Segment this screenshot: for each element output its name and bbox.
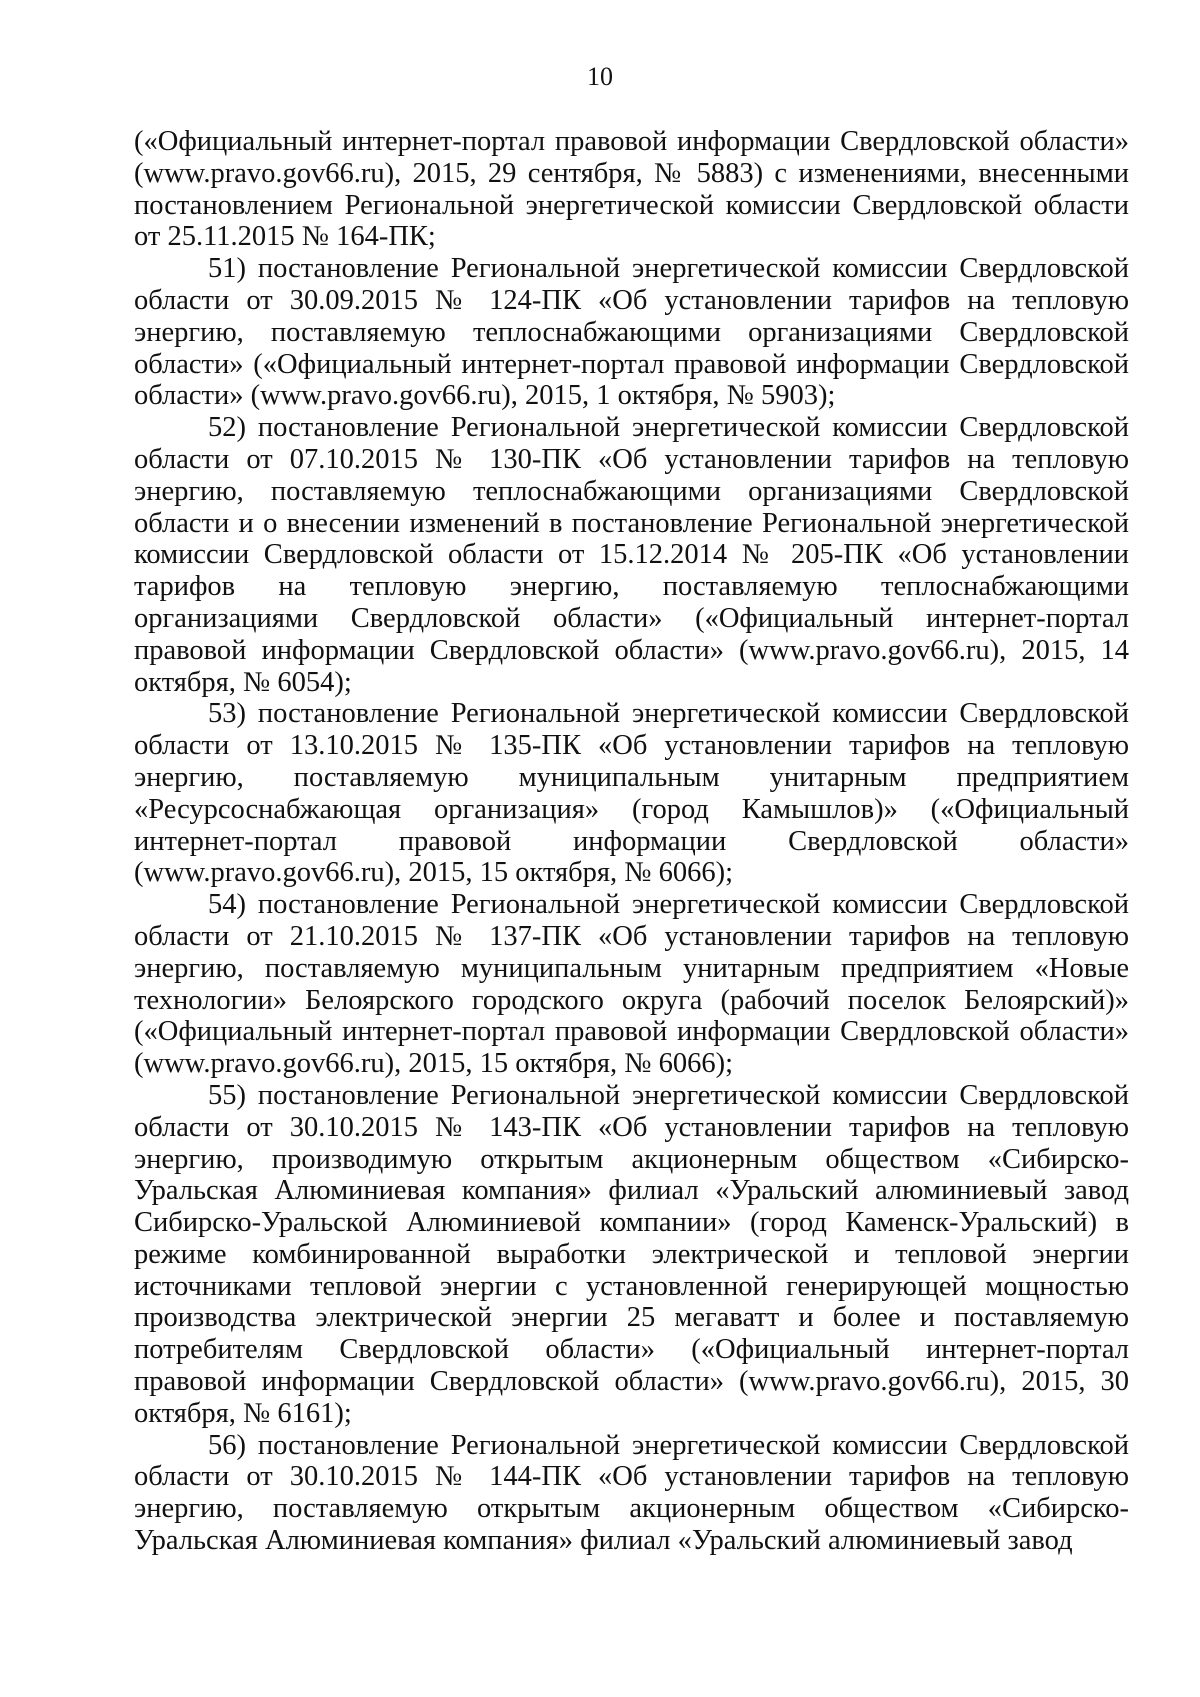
list-item-56: 56) постановление Региональной энергетической комиссии Свердловской области от 30.10.2015 № 144-ПК «Об установлении тарифов на тепловую энергию, поставляемую открытым акционерным обществом «Сибирско-Уральская Алюминиевая компания» филиал «Уральский алюминиевый завод <box>134 1429 1129 1557</box>
list-item-52: 52) постановление Региональной энергетической комиссии Свердловской области от 07.10.2015 № 130-ПК «Об установлении тарифов на тепловую энергию, поставляемую теплоснабжающими организациями Свердловской области и о внесении изменений в постановление Региональной энергетической комиссии Свердловской области от 15.12.2014 № 205-ПК «Об установлении тарифов на тепловую энергию, поставляемую теплоснабжающими организациями Свердловской области» («Официальный интернет-портал правовой информации Свердловской области» (www.pravo.gov66.ru), 2015, 14 октября, № 6054); <box>134 412 1129 698</box>
page-number: 10 <box>587 62 613 91</box>
list-item-53: 53) постановление Региональной энергетической комиссии Свердловской области от 13.10.2015 № 135-ПК «Об установлении тарифов на тепловую энергию, поставляемую муниципальным унитарным предприятием «Ресурсоснабжающая организация» (город Камышлов)» («Официальный интернет-портал правовой информации Свердловской области» (www.pravo.gov66.ru), 2015, 15 октября, № 6066); <box>134 698 1129 889</box>
list-item-55: 55) постановление Региональной энергетической комиссии Свердловской области от 30.10.2015 № 143-ПК «Об установлении тарифов на тепловую энергию, производимую открытым акционерным обществом «Сибирско-Уральская Алюминиевая компания» филиал «Уральский алюминиевый завод Сибирско-Уральской Алюминиевой компании» (город Каменск-Уральский) в режиме комбинированной выработки электрической и тепловой энергии источниками тепловой энергии с установленной генерирующей мощностью производства электрической энергии 25 мегаватт и более и поставляемую потребителям Свердловской области» («Официальный интернет-портал правовой информации Свердловской области» (www.pravo.gov66.ru), 2015, 30 октября, № 6161); <box>134 1079 1129 1429</box>
paragraph-continuation: («Официальный интернет-портал правовой информации Свердловской области» (www.pravo.gov66.ru), 2015, 29 сентября, № 5883) с изменениями, внесенными постановлением Региональной энергетической комиссии Свердловской области от 25.11.2015 № 164-ПК; <box>134 126 1129 253</box>
list-item-54: 54) постановление Региональной энергетической комиссии Свердловской области от 21.10.2015 № 137-ПК «Об установлении тарифов на тепловую энергию, поставляемую муниципальным унитарным предприятием «Новые технологии» Белоярского городского округа (рабочий поселок Белоярский)» («Официальный интернет-портал правовой информации Свердловской области» (www.pravo.gov66.ru), 2015, 15 октября, № 6066); <box>134 889 1129 1080</box>
list-item-51: 51) постановление Региональной энергетической комиссии Свердловской области от 30.09.2015 № 124-ПК «Об установлении тарифов на тепловую энергию, поставляемую теплоснабжающими организациями Свердловской области» («Официальный интернет-портал правовой информации Свердловской области» (www.pravo.gov66.ru), 2015, 1 октября, № 5903); <box>134 253 1129 412</box>
document-body <box>134 126 1129 1557</box>
